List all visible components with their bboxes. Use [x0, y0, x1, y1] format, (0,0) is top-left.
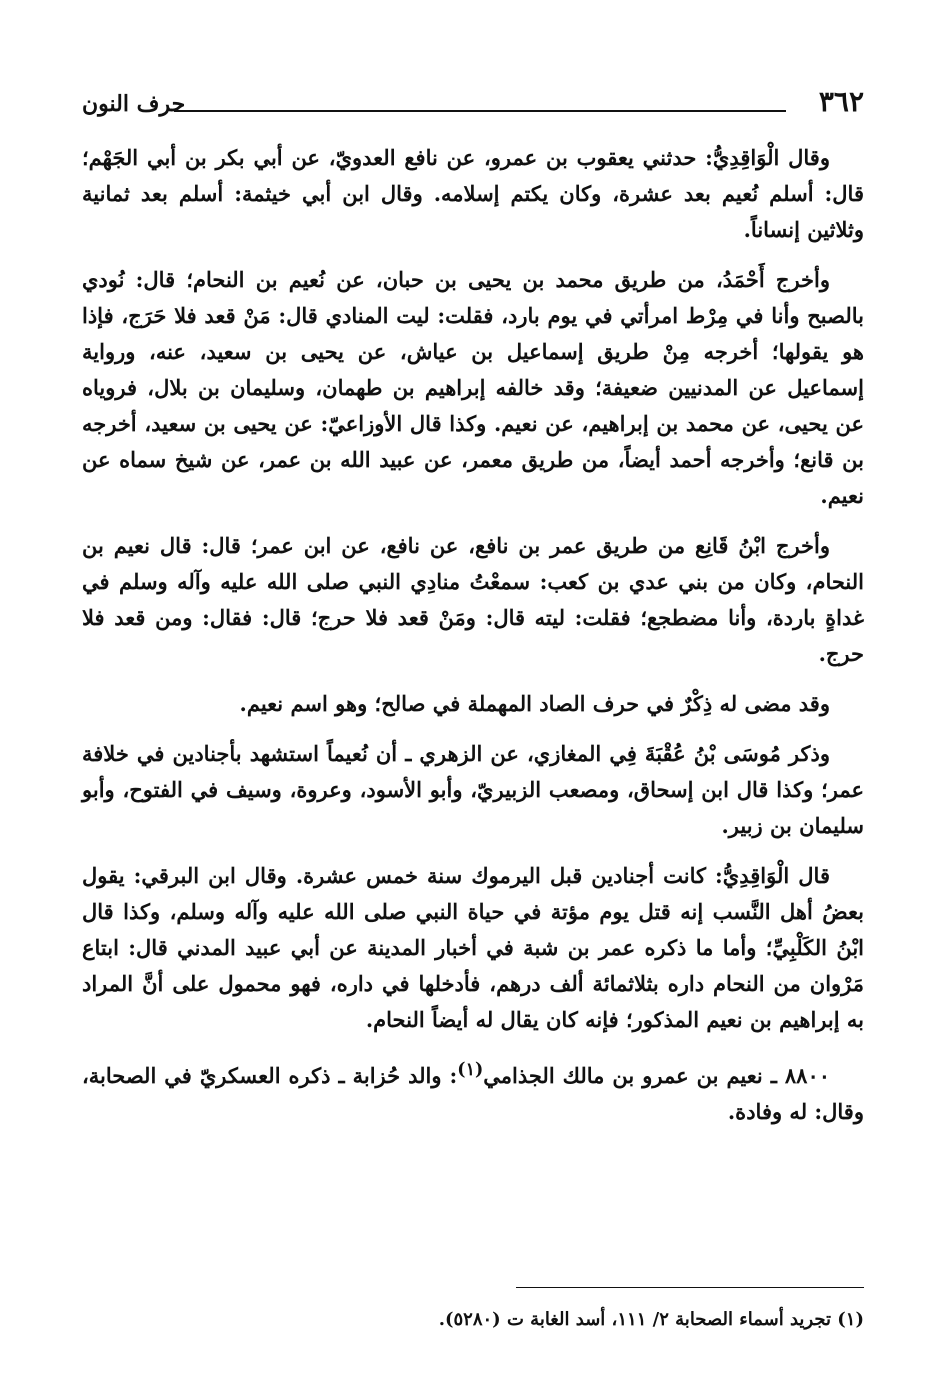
paragraph: وأخرج ابْنُ قَانِع من طريق عمر بن نافع، عن نافع، عن ابن عمر؛ قال: قال نعيم بن النحام، وكان من بني عدي بن كعب: سمعْتُ منادِي النبي صلى الله عليه وآله وسلم في غداةٍ باردة، وأنا مضطجع؛ فقلت: ليته قال: ومَنْ قعد فلا حرج؛ قال: فقال: ومن قعد فلا حرج.	[82, 533, 864, 666]
footnote-reference: (١)	[457, 1060, 484, 1080]
page-number: ٣٦٢	[818, 85, 864, 118]
entry-dash: ـ	[762, 1063, 785, 1088]
paragraph: وأخرج أَحْمَدُ، من طريق محمد بن يحيى بن حبان، عن نُعيم بن النحام؛ قال: نُودي بالصبح وأنا في مِرْط امرأتي في يوم بارد، فقلت: ليت المنادي قال: مَنْ قعد فلا حَرَج، فإذا هو يقولها؛ أخرجه مِنْ طريق إسماعيل بن عياش، عن يحيى بن سعيد، عنه، ورواية إسماعيل عن المدنيين ضعيفة؛ وقد خالفه إبراهيم بن طهمان، وسليمان بن بلال، فروياه عن يحيى، عن محمد بن إبراهيم، عن نعيم. وكذا قال الأوزاعيّ: عن يحيى بن سعيد، أخرجه بن قانع؛ وأخرجه أحمد أيضاً، من طريق معمر، عن عبيد الله بن عمر، عن شيخ سماه عن نعيم.	[82, 267, 864, 508]
paragraph: وقد مضى له ذِكْرٌ في حرف الصاد المهملة في صالح؛ وهو اسم نعيم.	[239, 691, 830, 716]
entry-text: : والد حُزابة ـ ذكره العسكريّ في الصحابة، وقال: له وفادة.	[82, 1063, 864, 1124]
footnote-rule	[516, 1287, 864, 1288]
paragraph: وقال الْوَاقِدِيُّ: حدثني يعقوب بن عمرو، عن نافع العدويّ، عن أبي بكر بن أبي الجَهْم؛ قال: أسلم نُعيم بعد عشرة، وكان يكتم إسلامه. وقال ابن أبي خيثمة: أسلم بعد ثمانية وثلاثين إنساناً.	[82, 145, 864, 242]
running-title: حرف النون	[82, 91, 186, 117]
header-rule	[174, 110, 786, 112]
main-text	[82, 140, 864, 1144]
entry-number: ٨٨٠٠	[784, 1063, 831, 1088]
entry-name: نعيم بن عمرو بن مالك الجذامي	[483, 1063, 763, 1088]
biography-entry	[82, 1052, 864, 1130]
paragraph: وذكر مُوسَى بْنُ عُقْبَةَ فِي المغازي، عن الزهري ـ أن نُعيماً استشهد بأجنادين في خلافة عمر؛ وكذا قال ابن إسحاق، ومصعب الزبيريّ، وأبو الأسود، وعروة، وسيف في الفتوح، وأبو سليمان بن زبير.	[82, 741, 864, 838]
paragraph: قال الْوَاقِدِيُّ: كانت أجنادين قبل اليرموك سنة خمس عشرة. وقال ابن البرقي: يقول بعضُ أهل النَّسب إنه قتل يوم مؤتة في حياة النبي صلى الله عليه وآله وسلم، وكذا قال ابْنُ الكَلْبِيِّ؛ وأما ما ذكره عمر بن شبة في أخبار المدينة عن أبي عبيد المدني قال: ابتاع مَرْوان من النحام داره بثلاثمائة ألف درهم، فأدخلها في داره، فهو محمول على أنَّ المراد به إبراهيم بن نعيم المذكور؛ فإنه كان يقال له أيضاً النحام.	[82, 863, 864, 1032]
page-header	[82, 86, 864, 126]
footnote: (١) تجريد أسماء الصحابة ٢/ ١١١، أسد الغابة ت (٥٢٨٠).	[438, 1309, 864, 1330]
